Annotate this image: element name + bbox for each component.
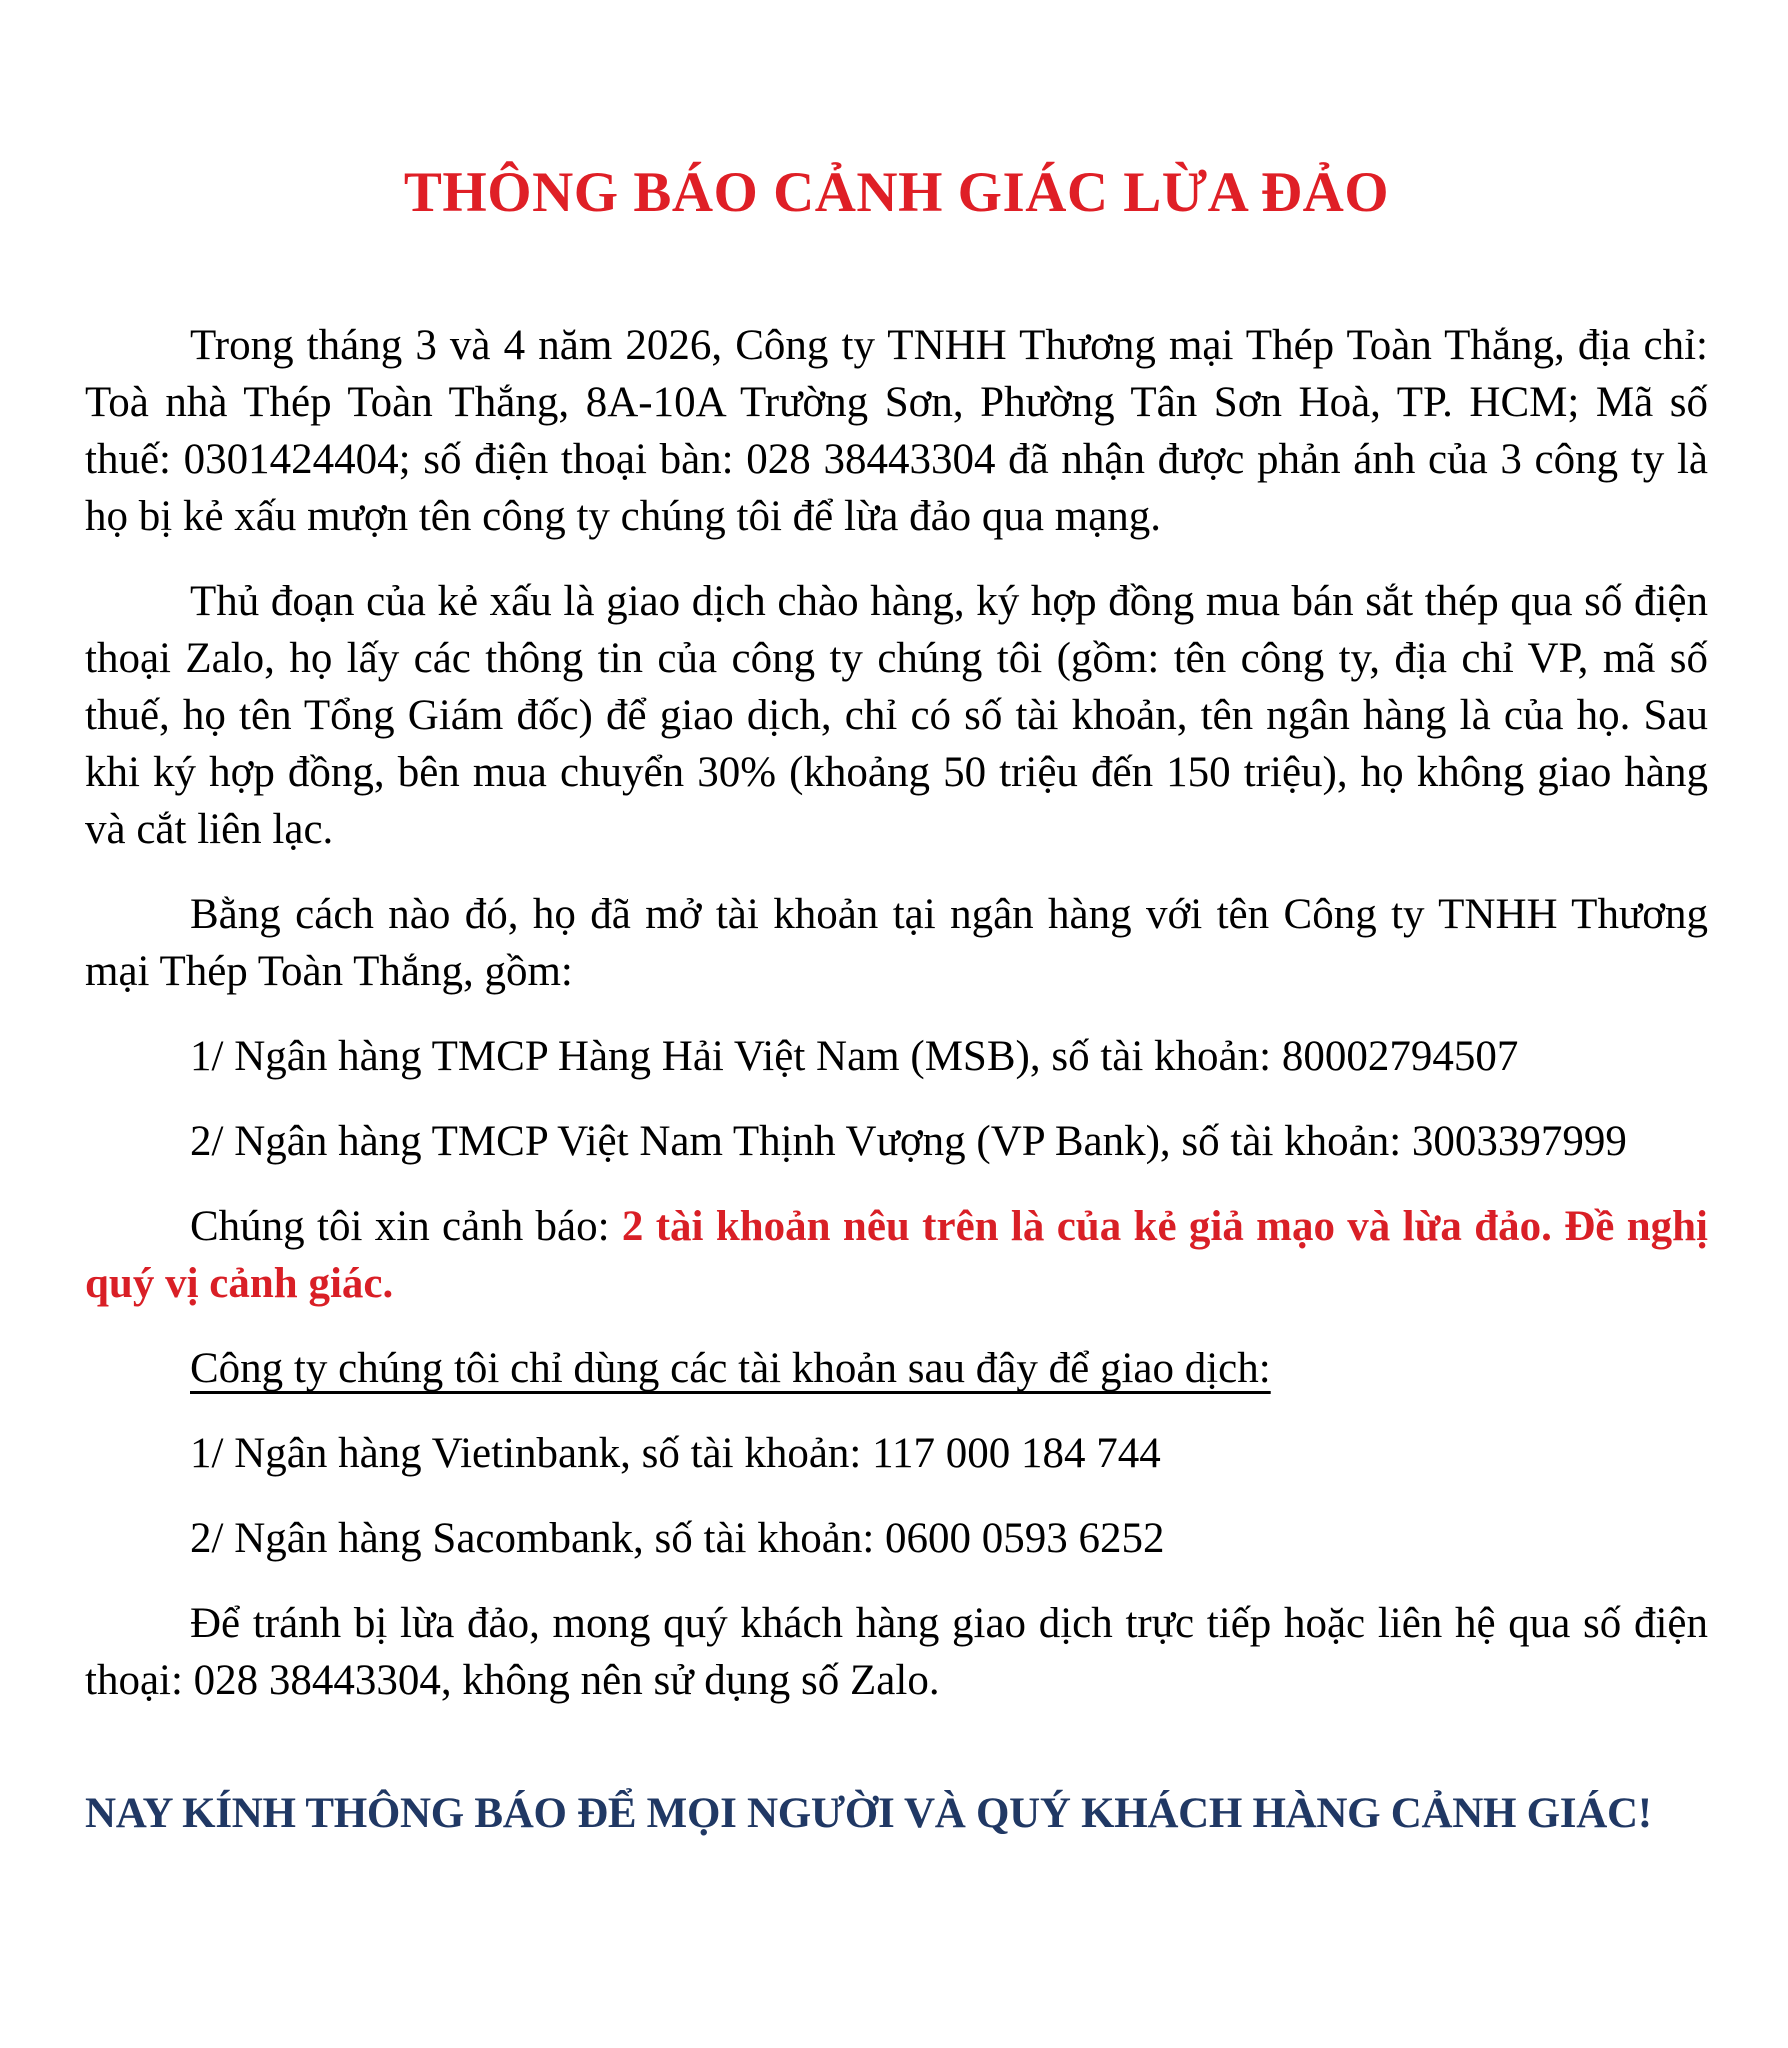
warning-emphasis: 2 tài khoản nêu trên là của kẻ giả mạo và lừa đảo. Đề nghị quý vị cảnh giác. bbox=[85, 1203, 1708, 1307]
paragraph-intro: Trong tháng 3 và 4 năm 2026, Công ty TNHH Thương mại Thép Toàn Thắng, địa chỉ: Toà nhà Thép Toàn Thắng, 8A-10A Trường Sơn, Phường Tân Sơn Hoà, TP. HCM; Mã số thuế: 0301424404; số điện thoại bàn: 028 38443304 đã nhận được phản ánh của 3 công ty là họ bị kẻ xấu mượn tên công ty chúng tôi để lừa đảo qua mạng. bbox=[85, 322, 1708, 540]
paragraph-warning bbox=[85, 1198, 1708, 1312]
official-accounts-heading-text: Công ty chúng tôi chỉ dùng các tài khoản sau đây để giao dịch: bbox=[190, 1345, 1271, 1392]
fraud-account-msb: 1/ Ngân hàng TMCP Hàng Hải Việt Nam (MSB), số tài khoản: 80002794507 bbox=[190, 1033, 1519, 1080]
paragraph-fraud-accounts-intro: Bằng cách nào đó, họ đã mở tài khoản tại ngân hàng với tên Công ty TNHH Thương mại Thép Toàn Thắng, gồm: bbox=[85, 891, 1708, 995]
fraud-account-vpbank: 2/ Ngân hàng TMCP Việt Nam Thịnh Vượng (VP Bank), số tài khoản: 3003397999 bbox=[190, 1118, 1627, 1165]
official-accounts-heading bbox=[85, 1340, 1708, 1397]
official-account-vietinbank: 1/ Ngân hàng Vietinbank, số tài khoản: 117 000 184 744 bbox=[190, 1430, 1161, 1477]
official-account-sacombank: 2/ Ngân hàng Sacombank, số tài khoản: 0600 0593 6252 bbox=[190, 1515, 1165, 1562]
paragraph-closing: Để tránh bị lừa đảo, mong quý khách hàng giao dịch trực tiếp hoặc liên hệ qua số điện thoại: 028 38443304, không nên sử dụng số Zalo. bbox=[85, 1600, 1708, 1704]
footer-announcement: NAY KÍNH THÔNG BÁO ĐỂ MỌI NGƯỜI VÀ QUÝ KHÁCH HÀNG CẢNH GIÁC! bbox=[85, 1790, 1652, 1837]
page-title: THÔNG BÁO CẢNH GIÁC LỪA ĐẢO bbox=[403, 161, 1390, 224]
paragraph-fraud-method: Thủ đoạn của kẻ xấu là giao dịch chào hàng, ký hợp đồng mua bán sắt thép qua số điện thoại Zalo, họ lấy các thông tin của công ty chúng tôi (gồm: tên công ty, địa chỉ VP, mã số thuế, họ tên Tổng Giám đốc) để giao dịch, chỉ có số tài khoản, tên ngân hàng là của họ. Sau khi ký hợp đồng, bên mua chuyển 30% (khoảng 50 triệu đến 150 triệu), họ không giao hàng và cắt liên lạc. bbox=[85, 578, 1708, 853]
warning-prefix: Chúng tôi xin cảnh báo: bbox=[190, 1203, 622, 1250]
